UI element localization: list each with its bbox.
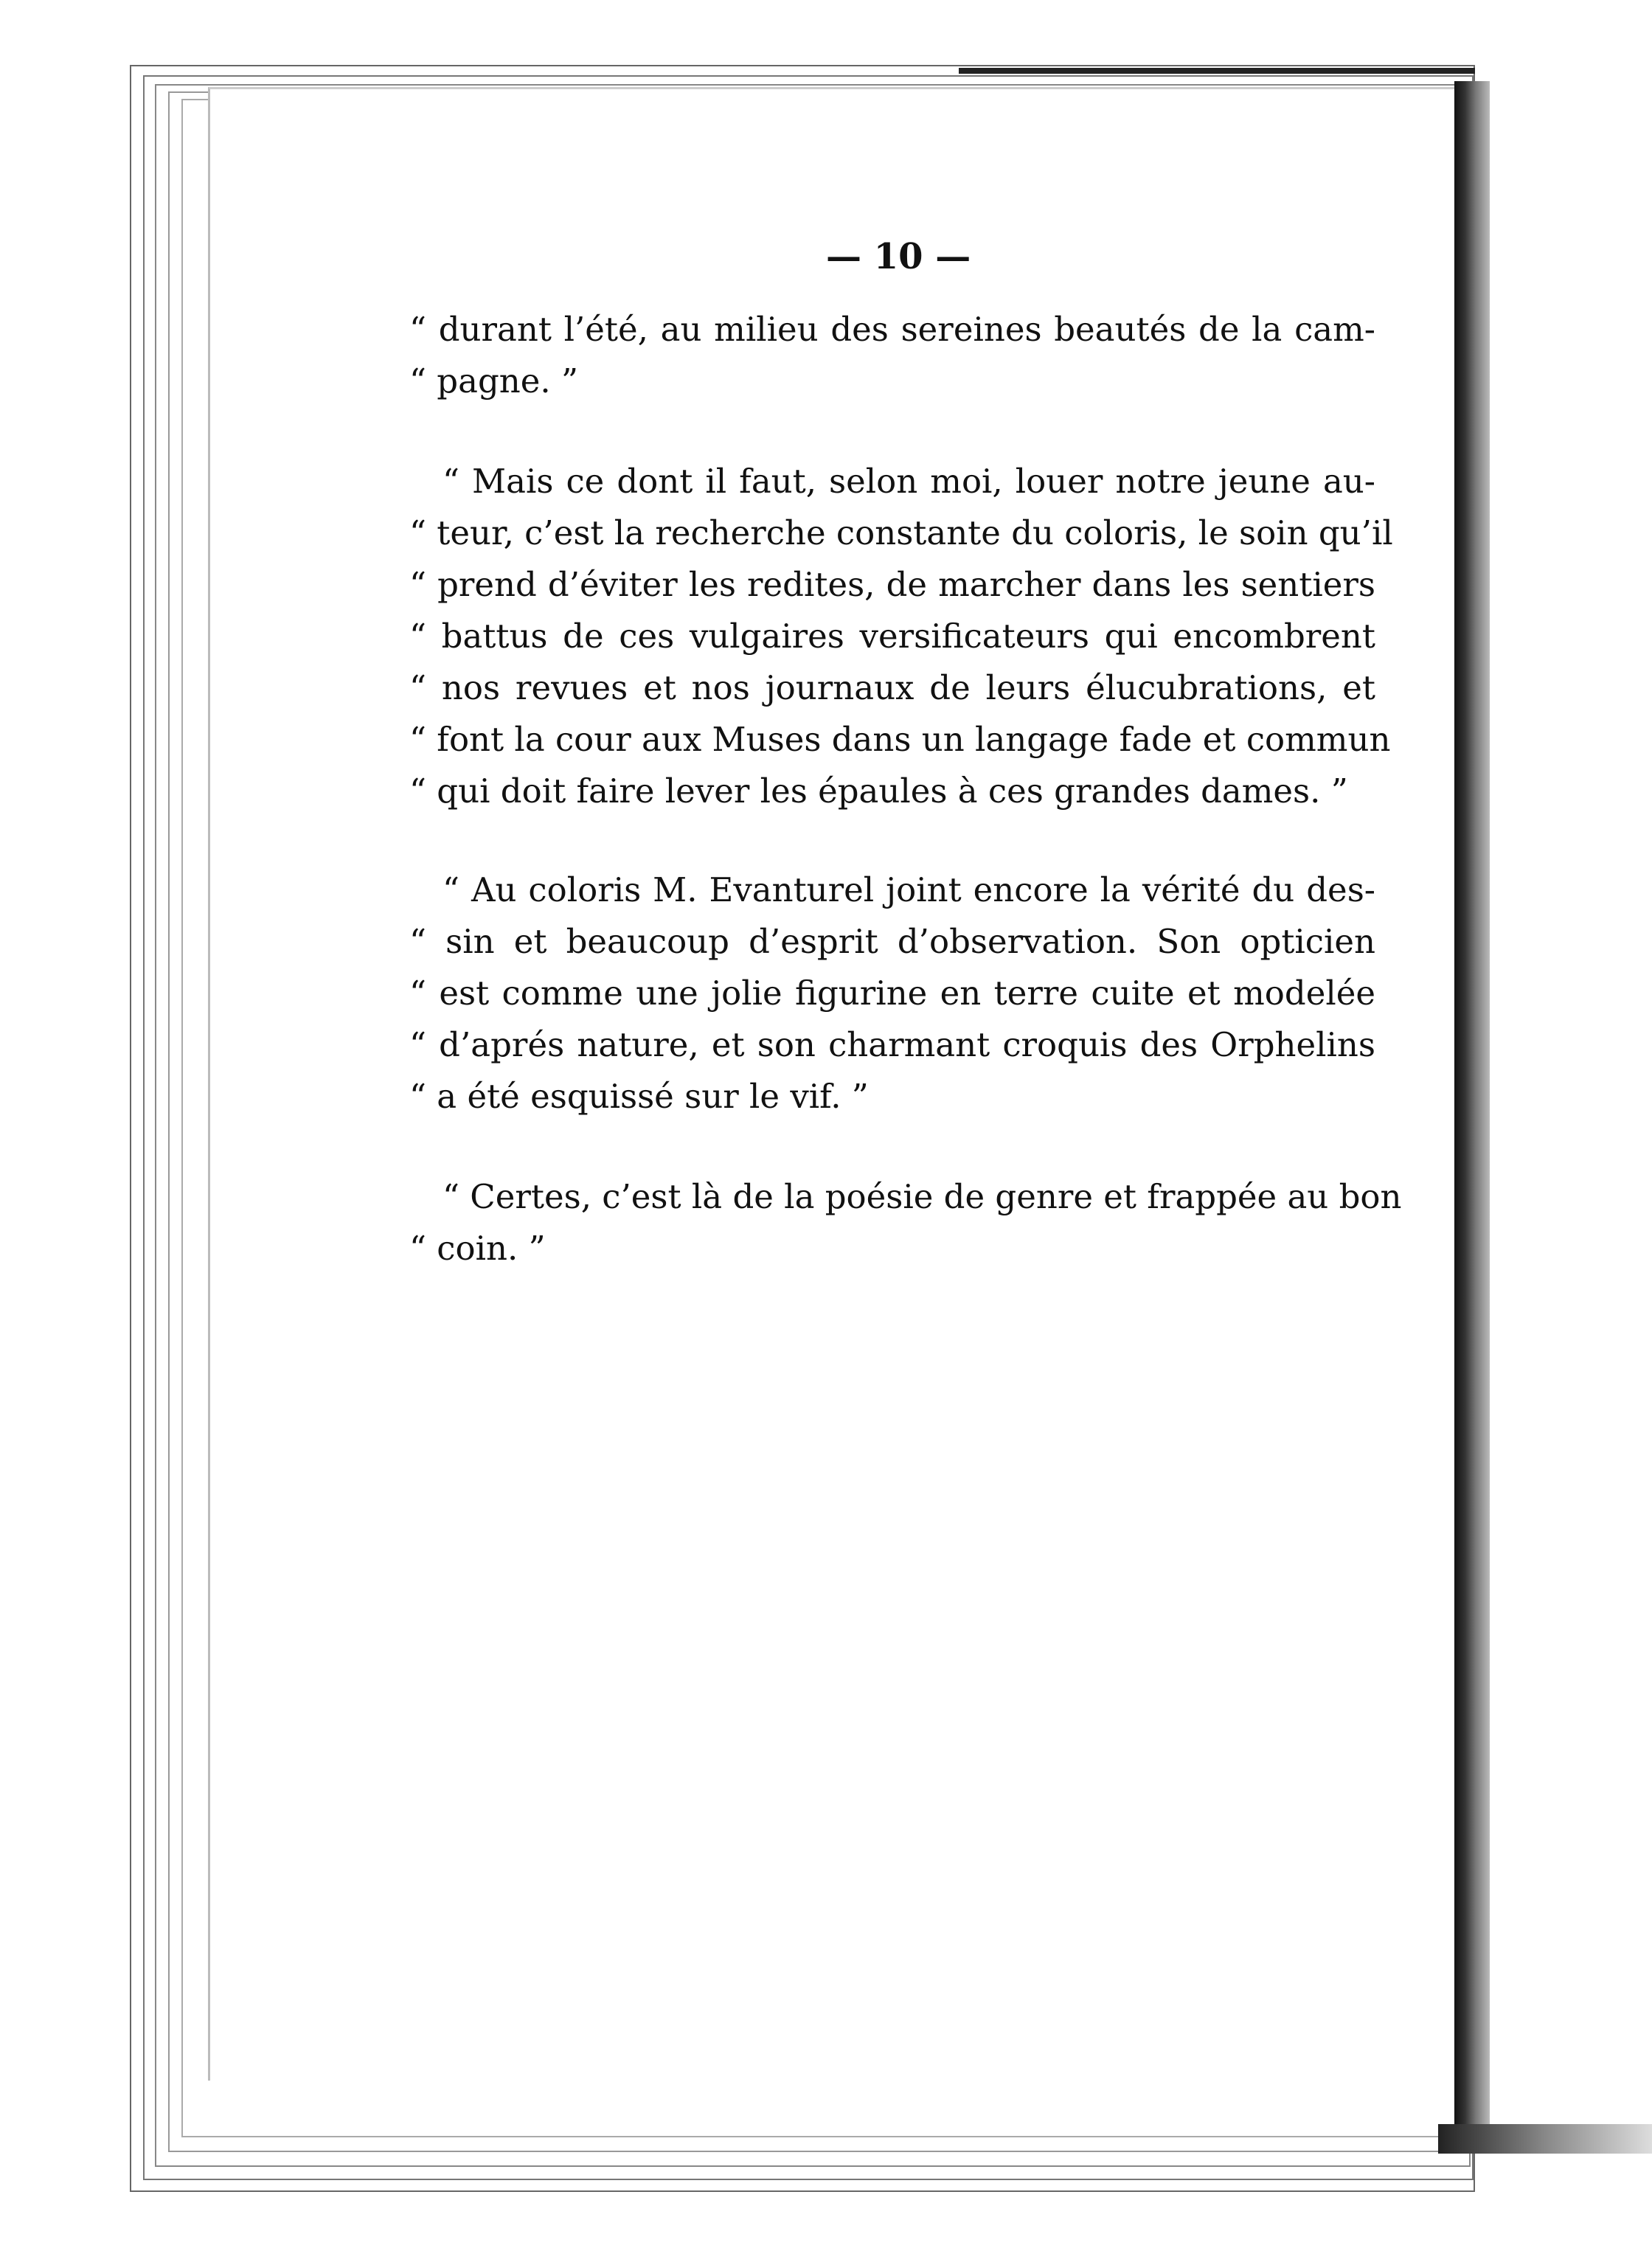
page-number: — 10 —: [826, 236, 971, 277]
text-line: “ prend d’éviter les redites, de marcher dans les sentiers: [409, 565, 1375, 604]
text-line: “ battus de ces vulgaires versificateurs qui encombrent: [409, 617, 1375, 656]
text-line: “ est comme une jolie figurine en terre cuite et modelée: [409, 974, 1375, 1013]
text-line: “ a été esquissé sur le vif. ”: [409, 1077, 869, 1116]
binding-top-shadow: [959, 68, 1475, 74]
text-line: “ font la cour aux Muses dans un langage fade et commun: [409, 720, 1391, 759]
binding-bottom-shadow: [1438, 2124, 1652, 2154]
text-line: “ durant l’été, au milieu des sereines beautés de la cam-: [409, 310, 1375, 349]
book-binding: [1454, 81, 1490, 2139]
text-line: “ nos revues et nos journaux de leurs élucubrations, et: [409, 668, 1375, 707]
text-line: “ coin. ”: [409, 1229, 546, 1268]
text-line: “ teur, c’est la recherche constante du coloris, le soin qu’il: [409, 513, 1393, 552]
text-line: “ Mais ce dont il faut, selon moi, louer notre jeune au-: [442, 462, 1375, 501]
text-line: “ d’aprés nature, et son charmant croquis des Orphelins: [409, 1025, 1375, 1064]
text-line: “ pagne. ”: [409, 361, 578, 400]
text-line: “ Au coloris M. Evanturel joint encore la vérité du des-: [442, 870, 1375, 909]
text-line: “ Certes, c’est là de la poésie de genre et frappée au bon: [442, 1177, 1402, 1216]
text-line: “ sin et beaucoup d’esprit d’observation. Son opticien: [409, 922, 1375, 961]
text-line: “ qui doit faire lever les épaules à ces grandes dames. ”: [409, 771, 1348, 811]
